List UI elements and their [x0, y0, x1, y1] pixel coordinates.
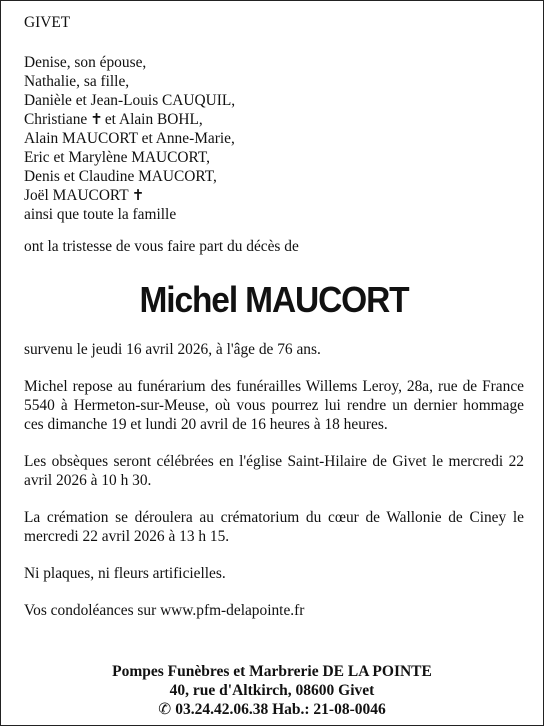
family-line: Alain MAUCORT et Anne-Marie,: [24, 130, 235, 147]
family-line: ainsi que toute la famille: [24, 206, 177, 223]
phone-icon: ✆: [158, 700, 172, 718]
company-name: Pompes Funèbres et Marbrerie DE LA POINTE: [112, 663, 432, 680]
paragraph-death-date: survenu le jeudi 16 avril 2026, à l'âge de 76 ans.: [24, 341, 321, 358]
family-line: [24, 110, 524, 129]
cross-icon: ✝: [90, 110, 103, 128]
cross-icon: ✝: [131, 186, 145, 204]
company-address: 40, rue d'Altkirch, 08600 Givet: [169, 682, 375, 699]
paragraph-condolences: Vos condoléances sur www.pfm-delapointe.fr: [24, 602, 305, 619]
family-line-text: Christiane: [24, 111, 88, 128]
family-list: [24, 53, 524, 224]
family-line: [24, 186, 524, 205]
family-line: Denis et Claudine MAUCORT,: [24, 168, 217, 185]
place-heading: GIVET: [24, 14, 71, 31]
family-line: Nathalie, sa fille,: [24, 73, 130, 90]
paragraph-funerarium: Michel repose au funérarium des funérailles Willems Leroy, 28a, rue de France 5540 à Hermeton-sur-Meuse, où vous pourrez lui rendre un dernier hommage ces dimanche 19 et lundi 20 avril de 16 heures à 18 heures.: [24, 378, 524, 433]
family-line: Eric et Marylène MAUCORT,: [24, 149, 210, 166]
paragraph-funeral: Les obsèques seront célébrées en l'église Saint-Hilaire de Givet le mercredi 22 avril 2026 à 10 h 30.: [24, 453, 524, 489]
family-line: Denise, son épouse,: [24, 54, 147, 71]
paragraph-no-flowers: Ni plaques, ni fleurs artificielles.: [24, 565, 226, 582]
paragraph-cremation: La crémation se déroulera au crématorium du cœur de Wallonie de Ciney le mercredi 22 avril 2026 à 13 h 15.: [24, 509, 524, 545]
company-phone: 03.24.42.06.38 Hab.: 21-08-0046: [175, 701, 386, 718]
footer: [1, 662, 543, 719]
intro-text: ont la tristesse de vous faire part du décès de: [24, 238, 299, 255]
family-line-text: et Alain BOHL,: [104, 111, 203, 128]
family-line: Danièle et Jean-Louis CAUQUIL,: [24, 92, 236, 109]
company-phone-line: [1, 700, 543, 719]
deceased-name: Michel MAUCORT: [139, 279, 409, 320]
family-line-text: Joël MAUCORT: [24, 187, 129, 204]
